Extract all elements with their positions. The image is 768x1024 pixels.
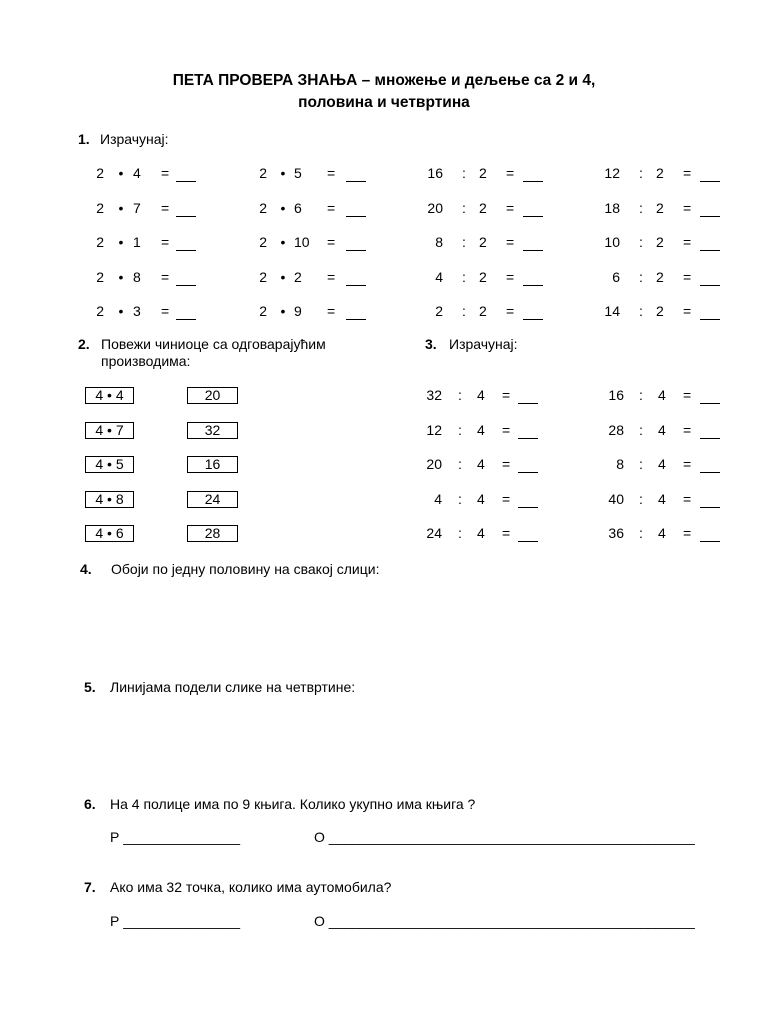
equals-sign: = <box>161 303 170 319</box>
worksheet-title-line2: половина и четвртина <box>298 94 470 111</box>
worksheet-title-line1: ПЕТА ПРОВЕРА ЗНАЊА – множење и дељење са 2 и 4, <box>172 72 596 89</box>
question-2-label-line2: производима: <box>101 353 191 369</box>
answer-blank[interactable] <box>346 306 366 320</box>
answer-blank[interactable] <box>176 306 196 320</box>
divisor: 4 <box>477 491 485 507</box>
operator: : <box>462 269 466 285</box>
operator: : <box>639 525 643 541</box>
answer-blank[interactable] <box>346 237 366 251</box>
operand-b: 4 <box>133 165 141 181</box>
operand-b: 2 <box>479 303 487 319</box>
question-6-answer-line[interactable]: О _______________________________________________ <box>314 829 695 845</box>
operator: : <box>458 525 462 541</box>
operand-a: 2 <box>96 165 104 181</box>
operator: : <box>639 269 643 285</box>
operand-b: 7 <box>133 200 141 216</box>
operand-a: 20 <box>427 200 443 216</box>
question-2-number: 2. <box>78 336 90 352</box>
operator: : <box>639 422 643 438</box>
operand-a: 10 <box>604 234 620 250</box>
operand-a: 18 <box>604 200 620 216</box>
answer-blank[interactable] <box>523 237 543 251</box>
operator: • <box>280 303 286 319</box>
dividend: 4 <box>434 491 442 507</box>
answer-blank[interactable] <box>518 425 538 439</box>
operand-a: 2 <box>96 234 104 250</box>
question-5-label: Линијама подели слике на четвртине: <box>110 679 356 695</box>
operator: : <box>458 491 462 507</box>
operand-a: 16 <box>427 165 443 181</box>
operator: : <box>639 303 643 319</box>
operator: : <box>458 456 462 472</box>
product-box[interactable]: 16 <box>187 456 238 473</box>
operand-b: 2 <box>479 165 487 181</box>
operand-a: 2 <box>259 234 267 250</box>
operand-a: 4 <box>435 269 443 285</box>
equals-sign: = <box>683 234 692 250</box>
operator: : <box>639 165 643 181</box>
factor-box[interactable]: 4 • 5 <box>85 456 134 473</box>
equals-sign: = <box>683 491 692 507</box>
operand-b: 2 <box>656 303 664 319</box>
question-3-label: Израчунај: <box>449 336 518 352</box>
dividend: 32 <box>426 387 442 403</box>
dividend: 20 <box>426 456 442 472</box>
answer-blank[interactable] <box>523 203 543 217</box>
operand-b: 6 <box>294 200 302 216</box>
answer-blank[interactable] <box>346 168 366 182</box>
equals-sign: = <box>502 422 511 438</box>
equals-sign: = <box>506 200 515 216</box>
operator: • <box>118 269 124 285</box>
product-box[interactable]: 28 <box>187 525 238 542</box>
answer-blank[interactable] <box>700 203 720 217</box>
operator: • <box>118 165 124 181</box>
operand-b: 2 <box>479 200 487 216</box>
dividend: 28 <box>608 422 624 438</box>
answer-blank[interactable] <box>700 528 720 542</box>
answer-blank[interactable] <box>700 390 720 404</box>
answer-blank[interactable] <box>700 272 720 286</box>
question-7-computation-line[interactable]: Р _______________ <box>110 913 241 929</box>
operator: : <box>462 200 466 216</box>
equals-sign: = <box>161 269 170 285</box>
divisor: 4 <box>658 387 666 403</box>
equals-sign: = <box>506 303 515 319</box>
operand-a: 2 <box>259 165 267 181</box>
divisor: 4 <box>477 456 485 472</box>
answer-blank[interactable] <box>518 390 538 404</box>
answer-blank[interactable] <box>518 459 538 473</box>
operand-b: 2 <box>656 234 664 250</box>
equals-sign: = <box>161 200 170 216</box>
answer-blank[interactable] <box>700 494 720 508</box>
operand-b: 2 <box>479 234 487 250</box>
operator: : <box>639 200 643 216</box>
equals-sign: = <box>327 165 336 181</box>
operand-a: 2 <box>259 269 267 285</box>
operator: : <box>462 234 466 250</box>
equals-sign: = <box>327 303 336 319</box>
operand-b: 3 <box>133 303 141 319</box>
divisor: 4 <box>477 387 485 403</box>
answer-blank[interactable] <box>700 425 720 439</box>
equals-sign: = <box>683 200 692 216</box>
operand-b: 2 <box>656 200 664 216</box>
equals-sign: = <box>683 303 692 319</box>
equals-sign: = <box>502 491 511 507</box>
answer-blank[interactable] <box>176 237 196 251</box>
product-box[interactable]: 32 <box>187 422 238 439</box>
operand-a: 2 <box>96 269 104 285</box>
operand-b: 9 <box>294 303 302 319</box>
equals-sign: = <box>327 269 336 285</box>
answer-blank[interactable] <box>346 272 366 286</box>
operand-b: 5 <box>294 165 302 181</box>
question-6-label: На 4 полице има по 9 књига. Колико укупно има књига ? <box>110 796 476 812</box>
operand-a: 8 <box>435 234 443 250</box>
operand-b: 2 <box>656 269 664 285</box>
operator: : <box>458 422 462 438</box>
answer-blank[interactable] <box>518 528 538 542</box>
answer-blank[interactable] <box>700 459 720 473</box>
operand-a: 2 <box>259 200 267 216</box>
question-7-label: Ако има 32 точка, колико има аутомобила? <box>110 879 392 895</box>
equals-sign: = <box>683 422 692 438</box>
factor-box[interactable]: 4 • 6 <box>85 525 134 542</box>
equals-sign: = <box>506 269 515 285</box>
divisor: 4 <box>658 422 666 438</box>
equals-sign: = <box>327 200 336 216</box>
operator: : <box>458 387 462 403</box>
question-7-answer-line[interactable]: О _______________________________________________ <box>314 913 695 929</box>
divisor: 4 <box>477 422 485 438</box>
dividend: 12 <box>426 422 442 438</box>
dividend: 8 <box>616 456 624 472</box>
equals-sign: = <box>506 165 515 181</box>
answer-blank[interactable] <box>700 168 720 182</box>
answer-blank[interactable] <box>523 272 543 286</box>
answer-blank[interactable] <box>176 272 196 286</box>
operand-a: 2 <box>96 200 104 216</box>
operand-a: 2 <box>435 303 443 319</box>
operand-a: 12 <box>604 165 620 181</box>
operand-a: 2 <box>259 303 267 319</box>
operand-b: 8 <box>133 269 141 285</box>
equals-sign: = <box>502 456 511 472</box>
dividend: 40 <box>608 491 624 507</box>
operator: • <box>280 165 286 181</box>
answer-blank[interactable] <box>346 203 366 217</box>
operand-a: 2 <box>96 303 104 319</box>
factor-box[interactable]: 4 • 7 <box>85 422 134 439</box>
operator: • <box>118 303 124 319</box>
question-4-label: Обоји по једну половину на свакој слици: <box>111 561 380 577</box>
question-6-number: 6. <box>84 796 96 812</box>
answer-blank[interactable] <box>176 168 196 182</box>
operand-a: 14 <box>604 303 620 319</box>
product-box[interactable]: 24 <box>187 491 238 508</box>
question-4-number: 4. <box>80 561 92 577</box>
operator: : <box>639 234 643 250</box>
equals-sign: = <box>683 165 692 181</box>
operator: • <box>118 234 124 250</box>
answer-blank[interactable] <box>176 203 196 217</box>
equals-sign: = <box>683 387 692 403</box>
equals-sign: = <box>327 234 336 250</box>
question-2-label-line1: Повежи чиниоце са одговарајућим <box>101 336 326 352</box>
divisor: 4 <box>658 525 666 541</box>
operand-b: 1 <box>133 234 141 250</box>
factor-box[interactable]: 4 • 8 <box>85 491 134 508</box>
equals-sign: = <box>683 525 692 541</box>
answer-blank[interactable] <box>518 494 538 508</box>
answer-blank[interactable] <box>700 306 720 320</box>
operator: : <box>462 165 466 181</box>
question-7-number: 7. <box>84 879 96 895</box>
operator: : <box>639 387 643 403</box>
equals-sign: = <box>502 525 511 541</box>
operator: • <box>280 234 286 250</box>
divisor: 4 <box>658 456 666 472</box>
equals-sign: = <box>161 234 170 250</box>
question-3-number: 3. <box>425 336 437 352</box>
operator: • <box>118 200 124 216</box>
equals-sign: = <box>161 165 170 181</box>
operand-b: 10 <box>294 234 310 250</box>
answer-blank[interactable] <box>523 168 543 182</box>
operator: : <box>639 491 643 507</box>
equals-sign: = <box>502 387 511 403</box>
question-6-computation-line[interactable]: Р _______________ <box>110 829 241 845</box>
dividend: 36 <box>608 525 624 541</box>
dividend: 16 <box>608 387 624 403</box>
question-5-number: 5. <box>84 679 96 695</box>
operand-b: 2 <box>656 165 664 181</box>
product-box[interactable]: 20 <box>187 387 238 404</box>
operator: • <box>280 269 286 285</box>
factor-box[interactable]: 4 • 4 <box>85 387 134 404</box>
equals-sign: = <box>683 456 692 472</box>
operator: : <box>639 456 643 472</box>
answer-blank[interactable] <box>523 306 543 320</box>
equals-sign: = <box>506 234 515 250</box>
dividend: 24 <box>426 525 442 541</box>
operator: • <box>280 200 286 216</box>
operand-a: 6 <box>612 269 620 285</box>
divisor: 4 <box>658 491 666 507</box>
question-1-label: Израчунај: <box>100 131 169 147</box>
operator: : <box>462 303 466 319</box>
operand-b: 2 <box>294 269 302 285</box>
question-1-number: 1. <box>78 131 90 147</box>
answer-blank[interactable] <box>700 237 720 251</box>
equals-sign: = <box>683 269 692 285</box>
operand-b: 2 <box>479 269 487 285</box>
divisor: 4 <box>477 525 485 541</box>
